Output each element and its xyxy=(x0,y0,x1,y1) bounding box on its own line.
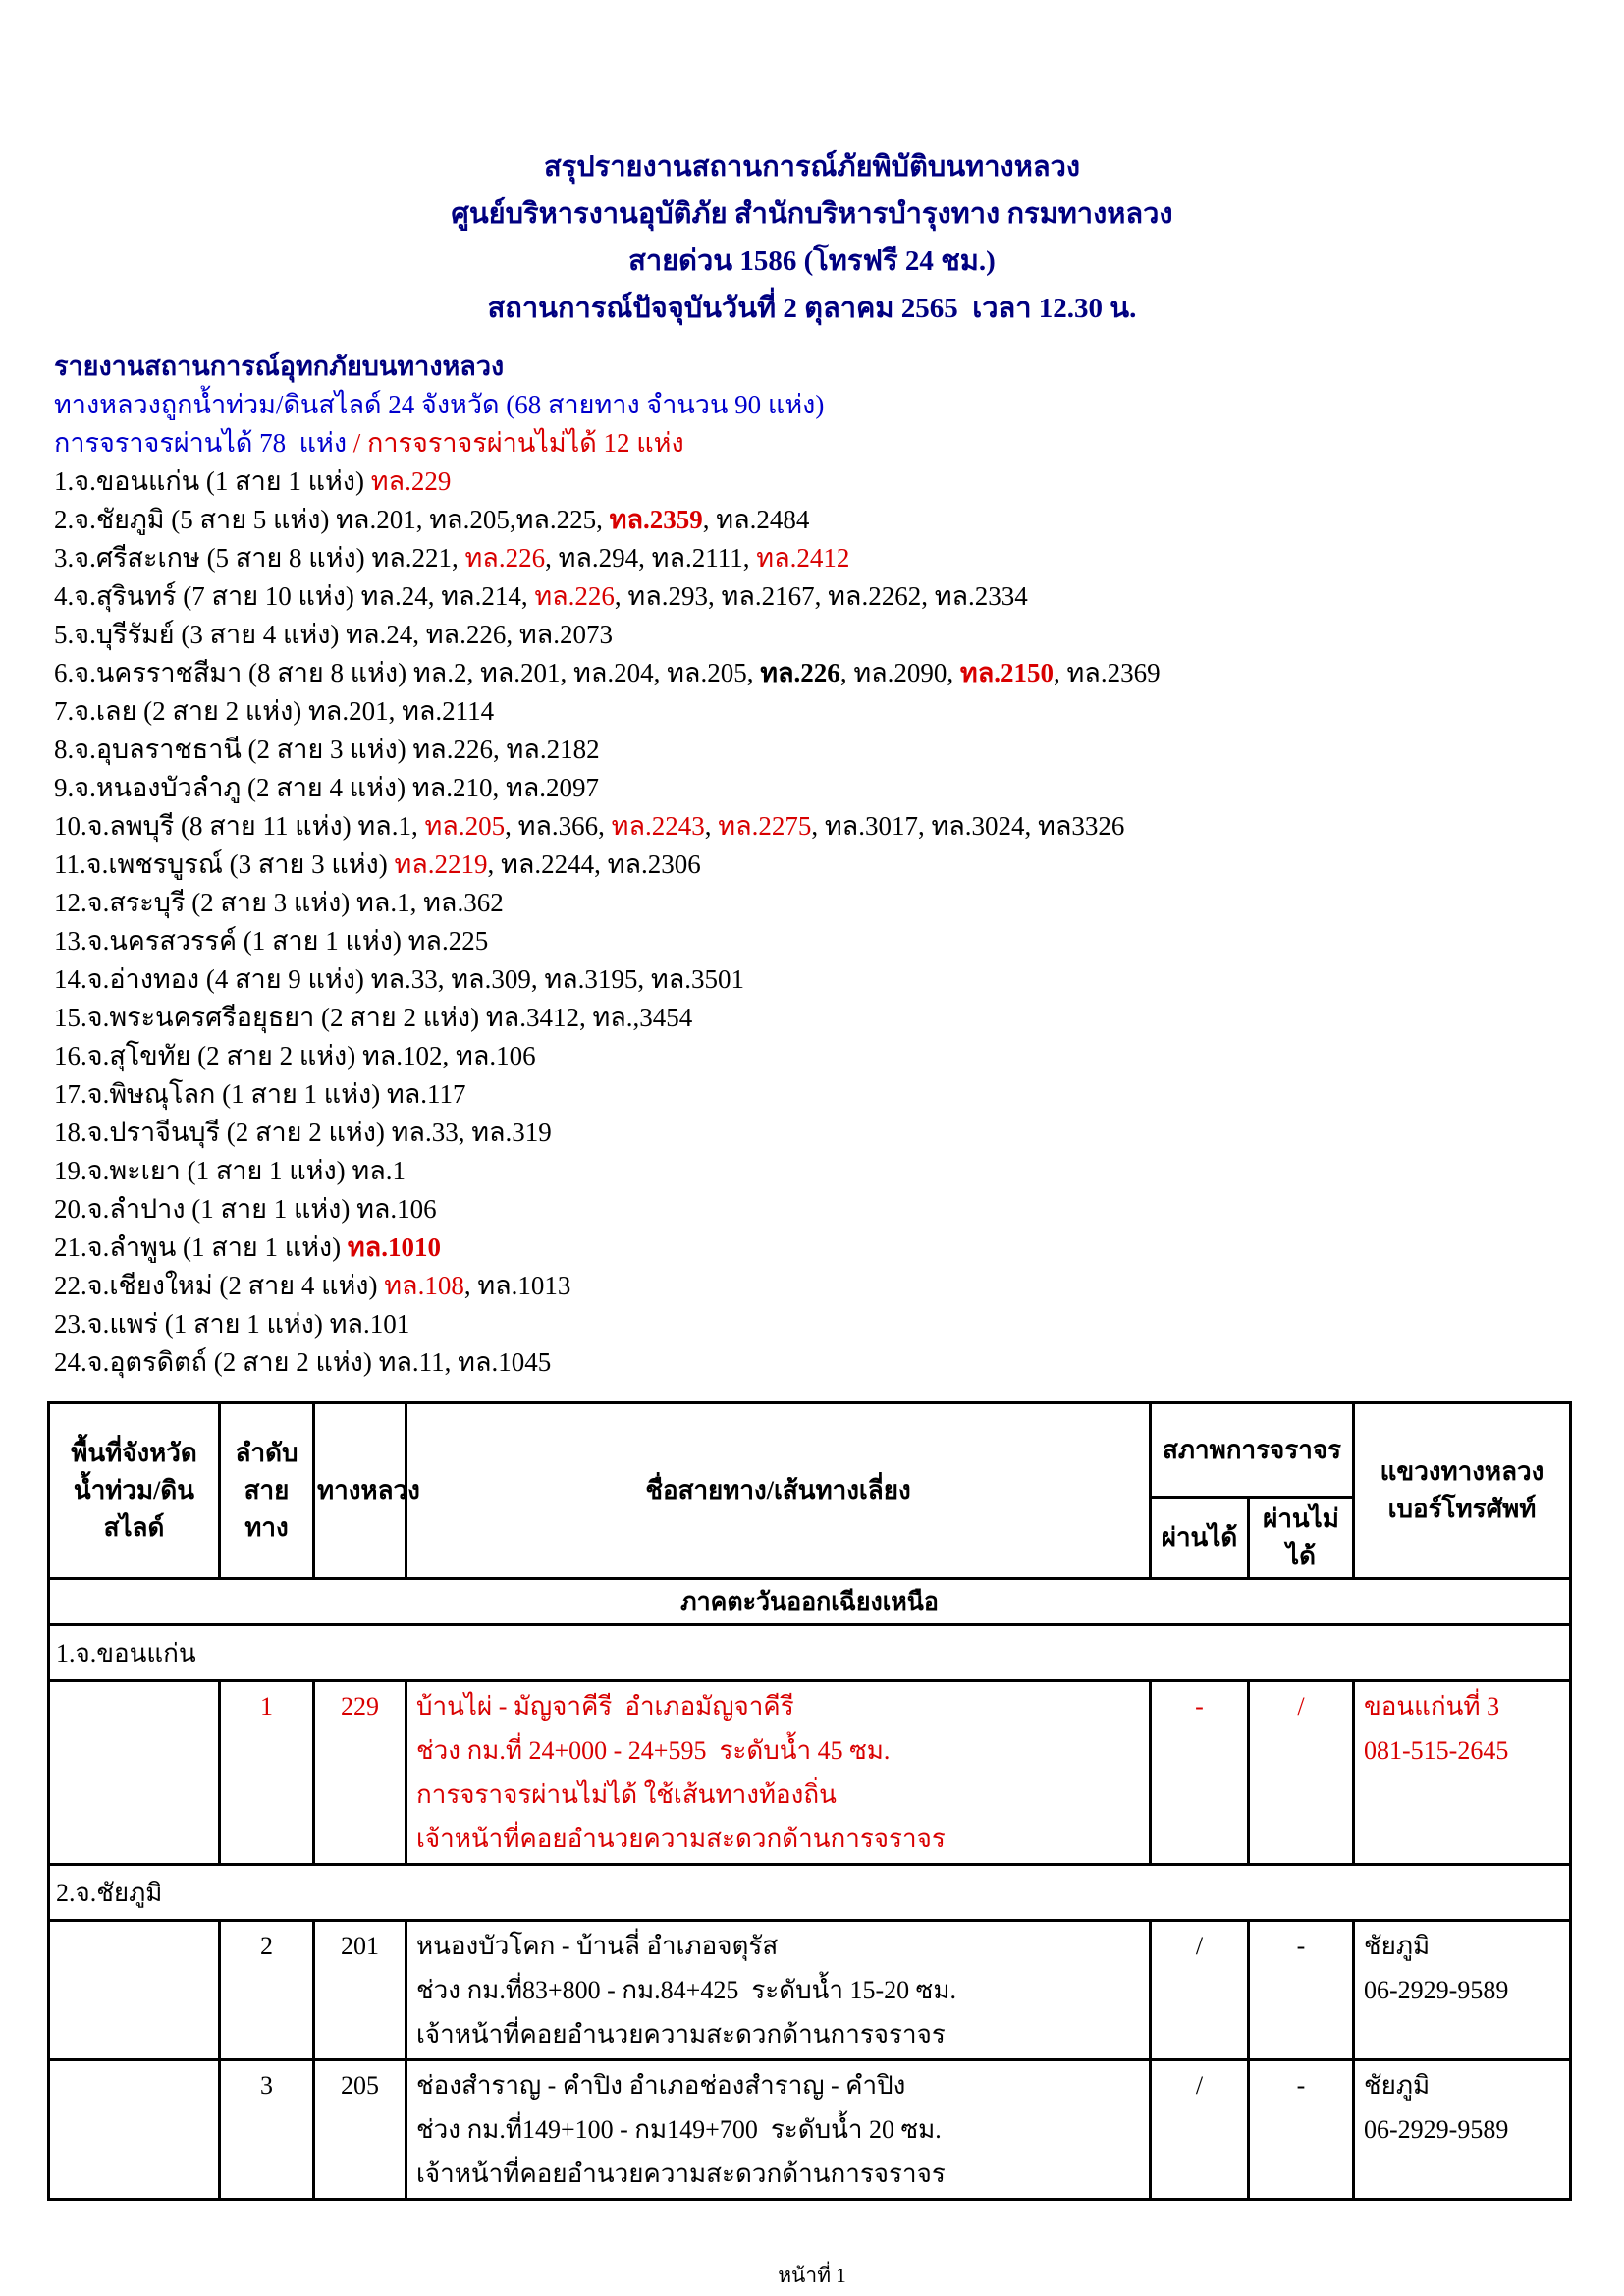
province-item xyxy=(54,1114,1624,1152)
route-description-cell-line: การจราจรผ่านไม่ได้ ใช้เส้นทางท้องถิ่น xyxy=(416,1780,837,1809)
col-header-seq-line1: ลำดับ xyxy=(235,1439,298,1467)
sequence-cell-line: 1 xyxy=(260,1692,273,1721)
highway-office-cell-line: ชัยภูมิ xyxy=(1364,1932,1431,1960)
province-item-text: 15.จ.พระนครศรีอยุธยา (2 สาย 2 แห่ง) ทล.3412, ทล.,3454 xyxy=(54,1003,693,1032)
province-item-text: , ทล.293, ทล.2167, ทล.2262, ทล.2334 xyxy=(614,581,1028,611)
col-header-passable: ผ่านได้ xyxy=(1151,1498,1249,1579)
highway-office-cell xyxy=(1354,1921,1571,2060)
not-passable-mark-cell-line: / xyxy=(1297,1692,1305,1721)
highlighted-route-number: ทล.226 xyxy=(534,581,615,611)
province-item xyxy=(54,539,1624,577)
province-item xyxy=(54,884,1624,922)
highway-number-cell-line: 229 xyxy=(341,1692,379,1721)
col-header-area-line2: น้ำท่วม/ดินสไลด์ xyxy=(73,1476,195,1542)
traffic-summary-line xyxy=(54,424,1624,463)
not-passable-mark-cell xyxy=(1249,1681,1354,1865)
region-row xyxy=(49,1579,1571,1625)
province-item xyxy=(54,922,1624,960)
passable-mark-cell-line: / xyxy=(1195,2071,1204,2100)
province-item xyxy=(54,654,1624,692)
province-item-text: 23.จ.แพร่ (1 สาย 1 แห่ง) ทล.101 xyxy=(54,1309,410,1339)
area-cell xyxy=(49,1921,220,2060)
sequence-cell xyxy=(220,1921,314,2060)
province-item xyxy=(54,692,1624,731)
passable-mark-cell-line: - xyxy=(1195,1692,1204,1721)
col-header-seq-line2: สายทาง xyxy=(244,1476,290,1542)
province-item xyxy=(54,1190,1624,1229)
not-passable-mark-cell xyxy=(1249,1921,1354,2060)
highlighted-route-number: ทล.2150 xyxy=(959,658,1054,687)
route-description-cell xyxy=(406,2060,1151,2200)
province-item-text: 21.จ.ลำพูน (1 สาย 1 แห่ง) xyxy=(54,1232,348,1262)
route-description-cell xyxy=(406,1681,1151,1865)
passable-mark-cell xyxy=(1151,2060,1249,2200)
province-item-text: 5.จ.บุรีรัมย์ (3 สาย 4 แห่ง) ทล.24, ทล.226, ทล.2073 xyxy=(54,620,613,649)
report-title-line1: สรุปรายงานสถานการณ์ภัยพิบัติบนทางหลวง xyxy=(543,151,1081,183)
report-title-block xyxy=(0,0,1624,332)
highway-office-cell xyxy=(1354,2060,1571,2200)
province-item-text: 20.จ.ลำปาง (1 สาย 1 แห่ง) ทล.106 xyxy=(54,1194,437,1224)
province-list xyxy=(54,463,1624,1382)
route-description-cell xyxy=(406,1921,1151,2060)
sequence-cell xyxy=(220,2060,314,2200)
highway-number-cell xyxy=(314,1921,406,2060)
province-item xyxy=(54,1229,1624,1267)
highway-office-cell-line: 081-515-2645 xyxy=(1364,1736,1509,1765)
intro-heading: รายงานสถานการณ์อุทกภัยบนทางหลวง xyxy=(54,352,505,381)
province-row xyxy=(49,1865,1571,1921)
traffic-pass-text: การจราจรผ่านได้ 78 แห่ง xyxy=(54,428,353,458)
highway-office-cell-line: ชัยภูมิ xyxy=(1364,2071,1431,2100)
highlighted-route-number: ทล.2412 xyxy=(756,543,850,573)
province-item-text: 1.จ.ขอนแก่น (1 สาย 1 แห่ง) xyxy=(54,466,371,496)
passable-mark-cell xyxy=(1151,1681,1249,1865)
col-header-highway: ทางหลวง xyxy=(314,1403,406,1579)
highlighted-route-number: ทล.226 xyxy=(464,543,546,573)
sequence-cell-line: 2 xyxy=(260,1932,273,1960)
highway-office-cell-line: ขอนแก่นที่ 3 xyxy=(1364,1692,1500,1721)
route-description-cell-line: ช่วง กม.ที่149+100 - กม149+700 ระดับน้ำ 20 ซม. xyxy=(416,2115,942,2144)
province-item xyxy=(54,501,1624,539)
not-passable-mark-cell-line: - xyxy=(1296,2071,1306,2100)
sequence-cell-line: 3 xyxy=(260,2071,273,2100)
province-item xyxy=(54,1152,1624,1190)
province-item-text: 24.จ.อุตรดิตถ์ (2 สาย 2 แห่ง) ทล.11, ทล.1045 xyxy=(54,1347,552,1377)
province-item xyxy=(54,1343,1624,1382)
province-item-text: 19.จ.พะเยา (1 สาย 1 แห่ง) ทล.1 xyxy=(54,1156,406,1185)
province-item xyxy=(54,1037,1624,1075)
col-header-area-line1: พื้นที่จังหวัด xyxy=(71,1439,197,1467)
province-item xyxy=(54,807,1624,846)
province-item-text: 18.จ.ปราจีนบุรี (2 สาย 2 แห่ง) ทล.33, ทล.319 xyxy=(54,1118,552,1147)
province-item xyxy=(54,769,1624,807)
province-item-text: , xyxy=(704,811,719,841)
highlighted-route-number: ทล.2243 xyxy=(611,811,705,841)
route-description-cell-line: บ้านไผ่ - มัญจาคีรี อำเภอมัญจาคีรี xyxy=(416,1692,794,1721)
highlighted-route-number: ทล.2219 xyxy=(394,849,488,879)
highway-number-cell xyxy=(314,1681,406,1865)
province-item-text: , ทล.2244, ทล.2306 xyxy=(487,849,701,879)
province-item-text: 22.จ.เชียงใหม่ (2 สาย 4 แห่ง) xyxy=(54,1271,385,1300)
col-header-office-line1: แขวงทางหลวง xyxy=(1380,1457,1544,1486)
province-item-text: , ทล.3017, ทล.3024, ทล3326 xyxy=(811,811,1125,841)
table-header xyxy=(49,1403,1571,1579)
table-row xyxy=(49,1921,1571,2060)
highlighted-route-number: ทล.2275 xyxy=(718,811,812,841)
province-label: 1.จ.ขอนแก่น xyxy=(49,1625,1571,1681)
report-title-line2: ศูนย์บริหารงานอุบัติภัย สำนักบริหารบำรุงทาง กรมทางหลวง xyxy=(451,198,1173,230)
province-item-text: 11.จ.เพชรบูรณ์ (3 สาย 3 แห่ง) xyxy=(54,849,395,879)
province-item-text: 13.จ.นครสวรรค์ (1 สาย 1 แห่ง) ทล.225 xyxy=(54,926,489,956)
passable-mark-cell-line: / xyxy=(1195,1932,1204,1960)
table-row xyxy=(49,2060,1571,2200)
highway-office-cell-line: 06-2929-9589 xyxy=(1364,1976,1509,2004)
sequence-cell xyxy=(220,1681,314,1865)
highlighted-route-number: ทล.2359 xyxy=(609,505,703,534)
province-item-text: 2.จ.ชัยภูมิ (5 สาย 5 แห่ง) ทล.201, ทล.205,ทล.225, xyxy=(54,505,610,534)
highlighted-route-number: ทล.205 xyxy=(424,811,506,841)
region-label: ภาคตะวันออกเฉียงเหนือ xyxy=(49,1579,1571,1625)
route-description-cell-line: ช่วง กม.ที่83+800 - กม.84+425 ระดับน้ำ 15-20 ซม. xyxy=(416,1976,956,2004)
province-item-text: 6.จ.นครราชสีมา (8 สาย 8 แห่ง) ทล.2, ทล.201, ทล.204, ทล.205, xyxy=(54,658,761,687)
province-item-text: ทล.226 xyxy=(760,658,840,687)
col-header-route-name: ชื่อสายทาง/เส้นทางเลี่ยง xyxy=(406,1403,1151,1579)
route-description-cell-line: เจ้าหน้าที่คอยอำนวยความสะดวกด้านการจราจร xyxy=(416,2159,946,2188)
not-passable-mark-cell-line: - xyxy=(1296,1932,1306,1960)
table-row xyxy=(49,1681,1571,1865)
province-item-text: 4.จ.สุรินทร์ (7 สาย 10 แห่ง) ทล.24, ทล.214, xyxy=(54,581,535,611)
table-body xyxy=(49,1579,1571,2200)
province-item-text: 8.จ.อุบลราชธานี (2 สาย 3 แห่ง) ทล.226, ทล.2182 xyxy=(54,735,600,764)
province-item-text: 7.จ.เลย (2 สาย 2 แห่ง) ทล.201, ทล.2114 xyxy=(54,696,495,726)
province-item-text: 9.จ.หนองบัวลำภู (2 สาย 4 แห่ง) ทล.210, ทล.2097 xyxy=(54,773,600,802)
province-item-text: 3.จ.ศรีสะเกษ (5 สาย 8 แห่ง) ทล.221, xyxy=(54,543,465,573)
highway-number-cell xyxy=(314,2060,406,2200)
col-header-not-passable: ผ่านไม่ได้ xyxy=(1249,1498,1354,1579)
province-row xyxy=(49,1625,1571,1681)
intro-section xyxy=(54,348,1624,1382)
route-description-cell-line: เจ้าหน้าที่คอยอำนวยความสะดวกด้านการจราจร xyxy=(416,2020,946,2049)
flood-situation-table xyxy=(47,1401,1572,2201)
flood-summary-line: ทางหลวงถูกน้ำท่วม/ดินสไลด์ 24 จังหวัด (68 สายทาง จำนวน 90 แห่ง) xyxy=(54,390,825,419)
province-item-text: , ทล.2484 xyxy=(702,505,810,534)
col-header-office-line2: เบอร์โทรศัพท์ xyxy=(1387,1495,1537,1523)
province-item xyxy=(54,463,1624,501)
province-item-text: , ทล.2369 xyxy=(1054,658,1161,687)
highway-office-cell-line: 06-2929-9589 xyxy=(1364,2115,1509,2144)
area-cell xyxy=(49,1681,220,1865)
not-passable-mark-cell xyxy=(1249,2060,1354,2200)
col-header-office xyxy=(1354,1403,1571,1579)
route-description-cell-line: ช่วง กม.ที่ 24+000 - 24+595 ระดับน้ำ 45 ซม. xyxy=(416,1736,891,1765)
col-header-area xyxy=(49,1403,220,1579)
highway-office-cell xyxy=(1354,1681,1571,1865)
highlighted-route-number: ทล.229 xyxy=(370,466,452,496)
passable-mark-cell xyxy=(1151,1921,1249,2060)
province-item-text: , ทล.2090, xyxy=(839,658,960,687)
col-header-traffic: สภาพการจราจร xyxy=(1151,1403,1354,1498)
province-item xyxy=(54,1075,1624,1114)
col-header-sequence xyxy=(220,1403,314,1579)
province-item xyxy=(54,731,1624,769)
province-item xyxy=(54,999,1624,1037)
traffic-blocked-text: / การจราจรผ่านไม่ได้ 12 แห่ง xyxy=(352,428,684,458)
province-item-text: , ทล.1013 xyxy=(463,1271,571,1300)
province-item xyxy=(54,960,1624,999)
province-item-text: 10.จ.ลพบุรี (8 สาย 11 แห่ง) ทล.1, xyxy=(54,811,425,841)
route-description-cell-line: ช่องสำราญ - คำปิง อำเภอช่องสำราญ - คำปิง xyxy=(416,2071,906,2100)
province-item-text: 14.จ.อ่างทอง (4 สาย 9 แห่ง) ทล.33, ทล.309, ทล.3195, ทล.3501 xyxy=(54,964,745,994)
highlighted-route-number: ทล.108 xyxy=(384,1271,464,1300)
province-item-text: 16.จ.สุโขทัย (2 สาย 2 แห่ง) ทล.102, ทล.106 xyxy=(54,1041,536,1070)
area-cell xyxy=(49,2060,220,2200)
province-label: 2.จ.ชัยภูมิ xyxy=(49,1865,1571,1921)
highway-number-cell-line: 201 xyxy=(341,1932,379,1960)
province-item-text: 17.จ.พิษณุโลก (1 สาย 1 แห่ง) ทล.117 xyxy=(54,1079,466,1109)
route-description-cell-line: เจ้าหน้าที่คอยอำนวยความสะดวกด้านการจราจร xyxy=(416,1825,946,1853)
province-item-text: 12.จ.สระบุรี (2 สาย 3 แห่ง) ทล.1, ทล.362 xyxy=(54,888,504,917)
province-item xyxy=(54,846,1624,884)
province-item-text: , ทล.366, xyxy=(505,811,612,841)
province-item xyxy=(54,1267,1624,1305)
page-number: หน้าที่ 1 xyxy=(778,2264,846,2287)
route-description-cell-line: หนองบัวโคก - บ้านลี่ อำเภอจตุรัส xyxy=(416,1932,779,1960)
province-item xyxy=(54,1305,1624,1343)
province-item xyxy=(54,616,1624,654)
highway-number-cell-line: 205 xyxy=(341,2071,379,2100)
report-hotline-line: สายด่วน 1586 (โทรฟรี 24 ชม.) xyxy=(628,246,996,277)
report-datetime-line: สถานการณ์ปัจจุบันวันที่ 2 ตุลาคม 2565 เวลา 12.30 น. xyxy=(487,293,1137,324)
province-item xyxy=(54,577,1624,616)
province-item-text: , ทล.294, ทล.2111, xyxy=(545,543,757,573)
highlighted-route-number: ทล.1010 xyxy=(347,1232,441,1262)
